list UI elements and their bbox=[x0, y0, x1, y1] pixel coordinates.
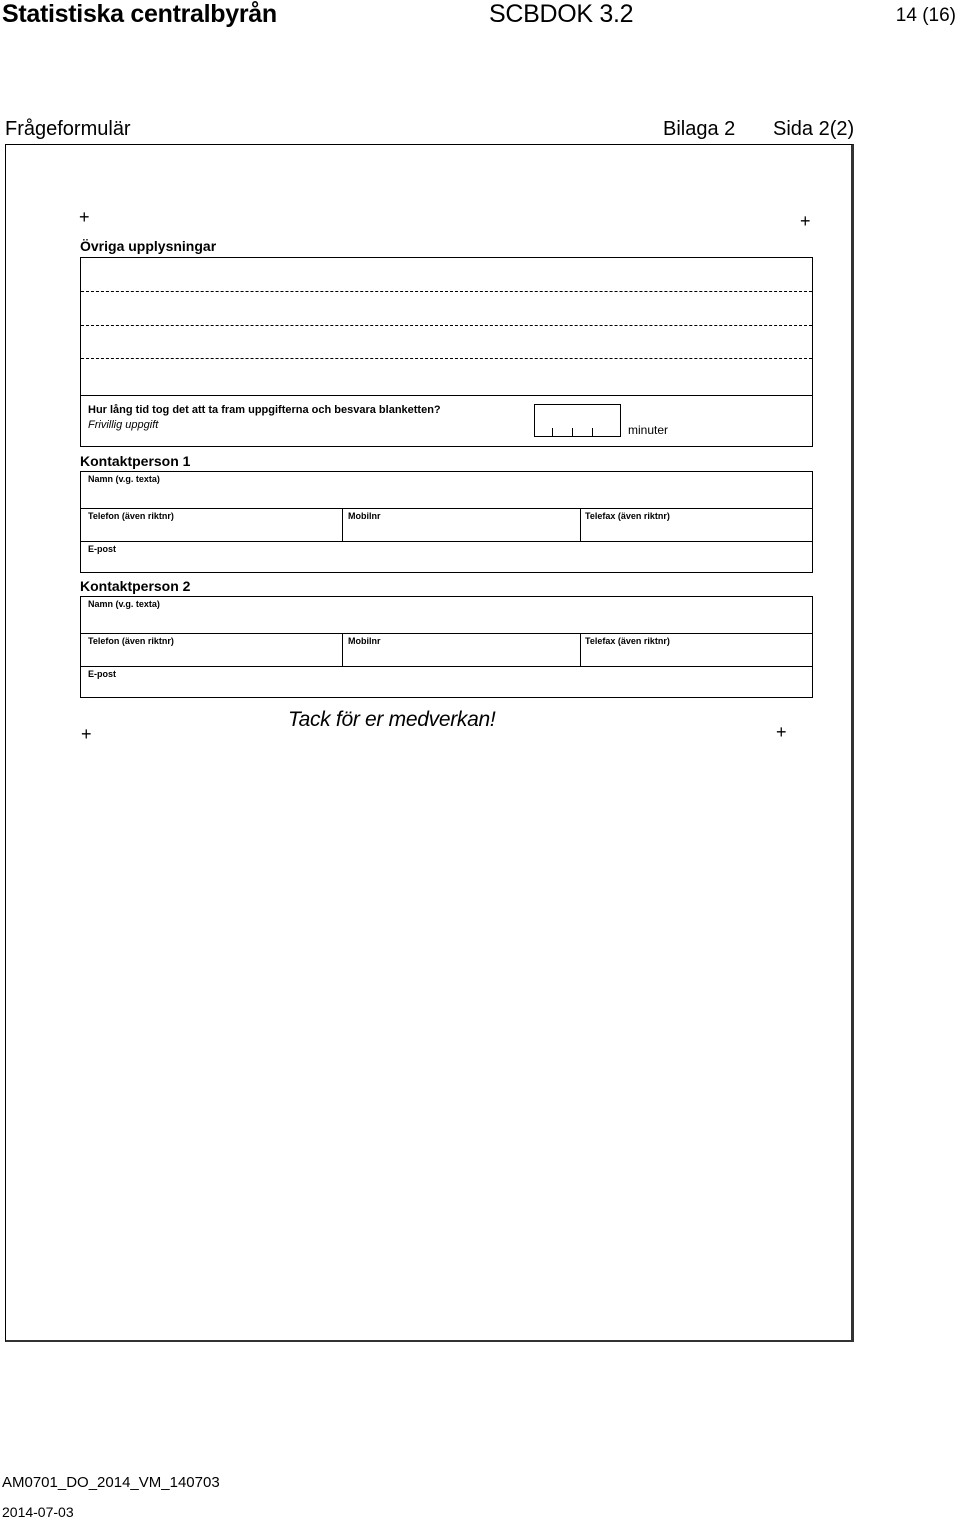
divider bbox=[580, 508, 581, 541]
writing-line bbox=[81, 291, 812, 292]
time-question: Hur lång tid tog det att ta fram uppgifterna och besvara blanketten? bbox=[88, 404, 441, 416]
other-info-box[interactable] bbox=[80, 257, 813, 447]
crosshair-icon: + bbox=[81, 724, 92, 744]
organization-name: Statistiska centralbyrån bbox=[2, 0, 277, 28]
contact1-heading: Kontaktperson 1 bbox=[80, 453, 191, 469]
divider bbox=[81, 633, 812, 634]
contact2-heading: Kontaktperson 2 bbox=[80, 578, 191, 594]
writing-line bbox=[81, 358, 812, 359]
digit-tick bbox=[552, 428, 553, 436]
divider bbox=[342, 508, 343, 541]
time-optional-note: Frivillig uppgift bbox=[88, 419, 159, 431]
contact1-mobile-field[interactable]: Mobilnr bbox=[348, 511, 381, 521]
contact2-box bbox=[80, 596, 813, 698]
document-id: SCBDOK 3.2 bbox=[489, 0, 634, 28]
time-unit-label: minuter bbox=[628, 423, 669, 437]
contact1-fax-field[interactable]: Telefax (även riktnr) bbox=[585, 511, 670, 521]
digit-tick bbox=[572, 428, 573, 436]
footer-date: 2014-07-03 bbox=[2, 1504, 74, 1520]
time-minutes-input[interactable] bbox=[534, 404, 621, 437]
attachment-label: Bilaga 2 bbox=[663, 118, 736, 140]
digit-tick bbox=[592, 428, 593, 436]
other-info-heading: Övriga upplysningar bbox=[80, 238, 217, 254]
divider bbox=[342, 633, 343, 666]
contact1-name-field[interactable]: Namn (v.g. texta) bbox=[88, 474, 160, 484]
contact1-box bbox=[80, 471, 813, 573]
divider bbox=[81, 541, 812, 542]
contact2-phone-field[interactable]: Telefon (även riktnr) bbox=[88, 636, 174, 646]
contact1-phone-field[interactable]: Telefon (även riktnr) bbox=[88, 511, 174, 521]
contact2-name-field[interactable]: Namn (v.g. texta) bbox=[88, 599, 160, 609]
crosshair-icon: + bbox=[776, 722, 787, 742]
divider bbox=[81, 395, 812, 396]
divider bbox=[81, 508, 812, 509]
contact2-email-field[interactable]: E-post bbox=[88, 669, 116, 679]
contact2-fax-field[interactable]: Telefax (även riktnr) bbox=[585, 636, 670, 646]
divider bbox=[81, 666, 812, 667]
thank-you-message: Tack för er medverkan! bbox=[288, 708, 496, 731]
form-title: Frågeformulär bbox=[5, 118, 131, 140]
footer-code: AM0701_DO_2014_VM_140703 bbox=[2, 1474, 220, 1491]
page-number: 14 (16) bbox=[895, 5, 956, 26]
contact1-email-field[interactable]: E-post bbox=[88, 544, 116, 554]
sub-page-number: Sida 2(2) bbox=[773, 118, 855, 140]
writing-line bbox=[81, 325, 812, 326]
contact2-mobile-field[interactable]: Mobilnr bbox=[348, 636, 381, 646]
divider bbox=[580, 633, 581, 666]
crosshair-icon: + bbox=[800, 211, 811, 231]
crosshair-icon: + bbox=[79, 207, 90, 227]
